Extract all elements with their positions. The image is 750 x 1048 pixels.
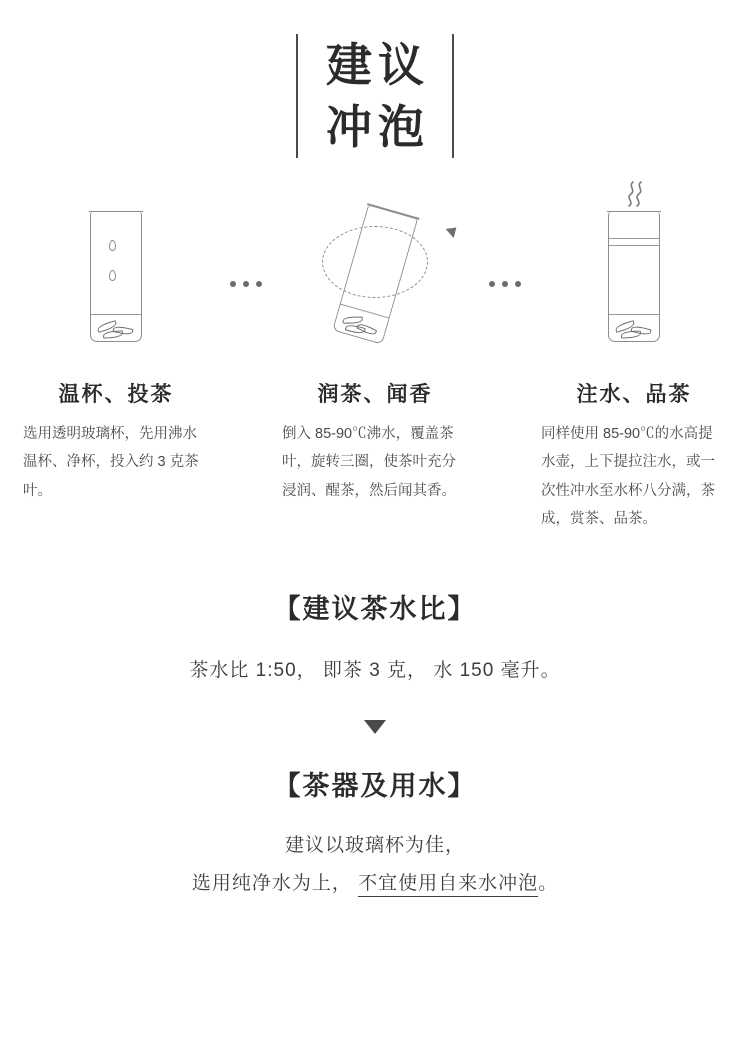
title-left-rule (296, 34, 298, 158)
ratio-section-line: 茶水比 1:50， 即茶 3 克， 水 150 毫升。 (189, 660, 561, 682)
ware-line-2-suffix: 。 (538, 873, 559, 895)
ware-section-line-2 (0, 865, 750, 903)
title-line-1: 建议 (326, 38, 430, 92)
ware-line-2-prefix: 选用纯净水为上， (191, 873, 359, 895)
title-right-rule (452, 34, 454, 158)
step-separator-dots-1 (219, 204, 273, 364)
step-separator-dots-2 (478, 204, 532, 364)
step-1-body: 选用透明玻璃杯，先用沸水温杯、净杯，投入约 3 克茶叶。 (23, 426, 199, 499)
title-text (320, 34, 430, 158)
glass-cup-with-tea-leaves-icon (16, 204, 216, 364)
ware-section-line-1: 建议以玻璃杯为佳， (284, 835, 465, 857)
ware-section-title: 【茶器及用水】 (273, 771, 477, 803)
step-2-heading: 润茶、闻香 (317, 381, 433, 407)
ratio-section-title: 【建议茶水比】 (273, 594, 477, 626)
step-2-body: 倒入 85-90℃沸水，覆盖茶叶，旋转三圈，使茶叶充分浸润、醒茶，然后闻其香。 (282, 426, 456, 499)
ware-section (0, 764, 750, 903)
title-line-2: 冲泡 (326, 100, 430, 155)
step-2 (273, 204, 478, 505)
brewing-steps (0, 204, 750, 533)
ware-line-2-underlined: 不宜使用自来水冲泡 (358, 873, 538, 897)
step-1 (14, 204, 219, 505)
step-3 (532, 204, 737, 533)
steam-icon (619, 178, 649, 208)
step-3-body: 同样使用 85-90℃的水高提水壶，上下提拉注水，或一次性冲水至水杯八分满，茶成，赏茶、品茶。 (541, 426, 715, 527)
down-triangle-icon (364, 720, 386, 734)
step-1-heading: 温杯、投茶 (58, 381, 174, 407)
ratio-section (0, 587, 750, 690)
step-3-heading: 注水、品茶 (576, 381, 692, 407)
glass-with-hot-water-steam-icon (534, 204, 734, 364)
tilted-glass-rotating-icon (275, 204, 475, 364)
page-title (0, 34, 750, 158)
